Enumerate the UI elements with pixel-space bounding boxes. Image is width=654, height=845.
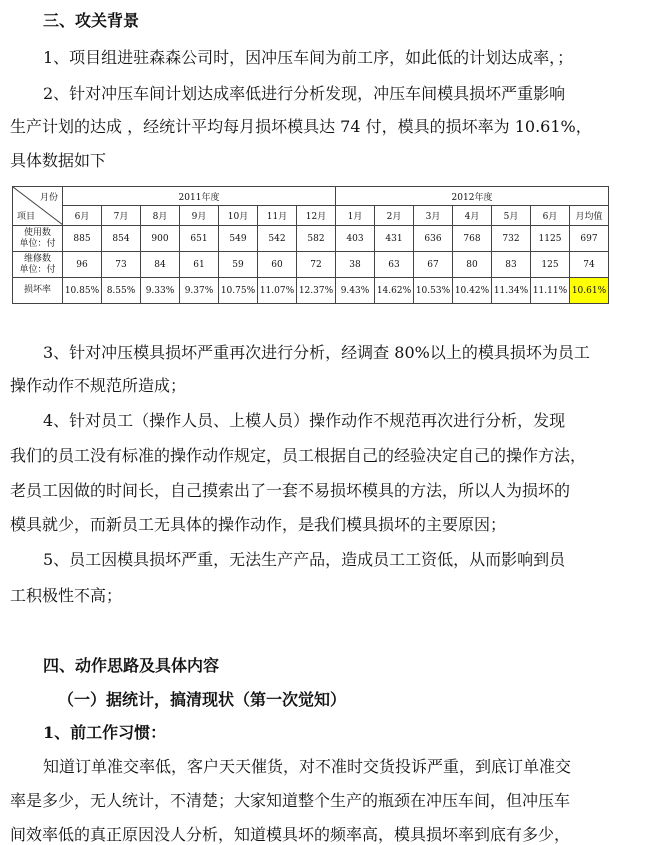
damage-statistics-table [12, 186, 609, 304]
section-4-subtitle: （一）据统计，搞清现状（第一次觉知） [58, 690, 347, 709]
table-cell: 582 [297, 226, 336, 252]
table-cell: 60 [258, 252, 297, 278]
paragraph-line: 具体数据如下 [10, 151, 107, 170]
table-cell: 10.42% [453, 278, 492, 304]
table-cell: 73 [102, 252, 141, 278]
table-cell: 61 [180, 252, 219, 278]
table-cell: 8.55% [102, 278, 141, 304]
table-cell: 72 [297, 252, 336, 278]
table-cell: 854 [102, 226, 141, 252]
table-cell: 697 [570, 226, 609, 252]
month-header: 11月 [258, 206, 297, 226]
table-cell: 636 [414, 226, 453, 252]
paragraph-line: 5、员工因模具损坏严重，无法生产产品，造成员工工资低，从而影响到员 [43, 550, 566, 569]
month-header: 1月 [336, 206, 375, 226]
paragraph-line: 知道订单准交率低，客户天天催货，对不准时交货投诉严重，到底订单准交 [43, 757, 572, 776]
table-cell: 9.33% [141, 278, 180, 304]
paragraph-line: 2、针对冲压车间计划达成率低进行分析发现，冲压车间模具损坏严重影响 [43, 84, 566, 103]
table-cell: 549 [219, 226, 258, 252]
table-row-repair [13, 252, 609, 278]
month-header: 10月 [219, 206, 258, 226]
month-header: 月均值 [570, 206, 609, 226]
paragraph-line: 生产计划的达成 ，经统计平均每月损坏模具达 74 付，模具的损坏率为 10.61%， [10, 117, 592, 136]
table-cell: 14.62% [375, 278, 414, 304]
table-row-damage-rate [13, 278, 609, 304]
table-cell: 80 [453, 252, 492, 278]
month-header: 4月 [453, 206, 492, 226]
highlighted-average-cell: 10.61% [570, 278, 609, 304]
paragraph-line: 1、项目组进驻森森公司时，因冲压车间为前工序，如此低的计划达成率，； [43, 48, 574, 67]
table-cell: 768 [453, 226, 492, 252]
table-cell: 11.11% [531, 278, 570, 304]
row-label-line: 单位：付 [19, 264, 56, 275]
table-cell: 651 [180, 226, 219, 252]
table-cell: 9.43% [336, 278, 375, 304]
month-header: 6月 [63, 206, 102, 226]
table-cell: 732 [492, 226, 531, 252]
table-cell: 74 [570, 252, 609, 278]
row-label [13, 226, 63, 252]
paragraph-line: 工积极性不高； [10, 586, 123, 605]
paragraph-line: 我们的员工没有标准的操作动作规定，员工根据自己的经验决定自己的操作方法， [10, 446, 587, 465]
table-cell: 67 [414, 252, 453, 278]
table-cell: 59 [219, 252, 258, 278]
table-cell: 542 [258, 226, 297, 252]
corner-cell [13, 187, 63, 226]
month-header: 6月 [531, 206, 570, 226]
month-header: 3月 [414, 206, 453, 226]
paragraph-line: 模具就少，而新员工无具体的操作动作，是我们模具损坏的主要原因； [10, 515, 507, 534]
table-cell: 403 [336, 226, 375, 252]
month-header: 9月 [180, 206, 219, 226]
paragraph-line: 3、针对冲压模具损坏严重再次进行分析，经调查 80%以上的模具损坏为员工 [43, 343, 590, 362]
row-label-line: 使用数 [23, 227, 51, 238]
month-header-row [13, 206, 609, 226]
month-header: 2月 [375, 206, 414, 226]
corner-label-month: 月份 [39, 193, 58, 203]
month-header: 7月 [102, 206, 141, 226]
paragraph-line: 老员工因做的时间长，自己摸索出了一套不易损坏模具的方法，所以人为损坏的 [10, 481, 571, 500]
table-cell: 885 [63, 226, 102, 252]
row-label-line: 单位：付 [19, 238, 56, 249]
table-cell: 84 [141, 252, 180, 278]
table-cell: 1125 [531, 226, 570, 252]
year-2012-header: 2012年度 [336, 187, 609, 206]
row-label [13, 252, 63, 278]
table-row-usage [13, 226, 609, 252]
table-cell: 11.34% [492, 278, 531, 304]
table-cell: 96 [63, 252, 102, 278]
section-4-title: 四、动作思路及具体内容 [43, 656, 220, 675]
corner-label-item: 项目 [17, 212, 36, 222]
table-cell: 10.85% [63, 278, 102, 304]
month-header: 8月 [141, 206, 180, 226]
month-header: 5月 [492, 206, 531, 226]
table-cell: 38 [336, 252, 375, 278]
table-cell: 125 [531, 252, 570, 278]
table-cell: 431 [375, 226, 414, 252]
row-label-line: 维修数 [23, 253, 51, 264]
paragraph-line: 间效率低的真正原因没人分析，知道模具坏的频率高，模具损坏率到底有多少， [10, 825, 571, 844]
table-cell: 11.07% [258, 278, 297, 304]
item-1-title: 1、前工作习惯： [43, 723, 167, 742]
table-cell: 10.75% [219, 278, 258, 304]
paragraph-line: 率是多少，无人统计，不清楚；大家知道整个生产的瓶颈在冲压车间，但冲压车 [10, 791, 571, 810]
row-label: 损坏率 [13, 278, 63, 304]
table-cell: 63 [375, 252, 414, 278]
year-2011-header: 2011年度 [63, 187, 336, 206]
table-cell: 900 [141, 226, 180, 252]
paragraph-line: 4、针对员工（操作人员、上模人员）操作动作不规范再次进行分析，发现 [43, 411, 566, 430]
table-cell: 83 [492, 252, 531, 278]
section-3-title: 三、攻关背景 [43, 11, 140, 30]
paragraph-line: 操作动作不规范所造成； [10, 376, 187, 395]
year-header-row [13, 187, 609, 206]
table-cell: 9.37% [180, 278, 219, 304]
table-cell: 12.37% [297, 278, 336, 304]
month-header: 12月 [297, 206, 336, 226]
table-cell: 10.53% [414, 278, 453, 304]
